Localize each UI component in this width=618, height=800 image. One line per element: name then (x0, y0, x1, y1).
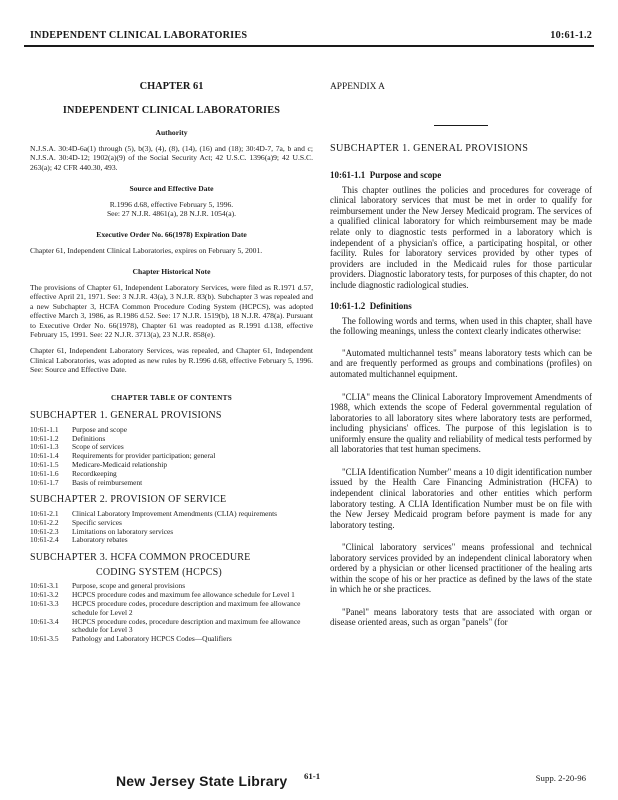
toc-item[interactable]: 10:61-3.4 HCPCS procedure codes, procedure description and maximum fee allowance schedule for Level 3 (30, 616, 301, 635)
right-column (330, 68, 592, 640)
appendix-label: APPENDIX A (330, 82, 385, 92)
source-heading: Source and Effective Date (129, 184, 214, 193)
toc-subchapter-2: SUBCHAPTER 2. PROVISION OF SERVICE (30, 494, 227, 506)
toc-item[interactable]: 10:61-2.3 Limitations on laboratory services (30, 526, 174, 536)
running-head-section: 10:61-1.2 (550, 30, 592, 41)
toc-item[interactable]: 10:61-1.6 Recordkeeping (30, 468, 117, 478)
chapter-number: CHAPTER 61 (139, 81, 204, 92)
toc-list-3 (30, 582, 313, 644)
history-heading: Chapter Historical Note (132, 267, 211, 277)
appendix-rule (434, 125, 488, 126)
definition-automated: "Automated multichannel tests" means laboratory tests which can be and are frequently performed as groups and combinations (profiles) on automated multichannel equipment. (330, 347, 592, 380)
toc-item[interactable]: 10:61-3.1 Purpose, scope and general provisions (30, 581, 186, 591)
toc-item[interactable]: 10:61-1.1 Purpose and scope (30, 424, 128, 434)
definition-clia-id: "CLIA Identification Number" means a 10 digit identification number issued by the Health Care Financing Administration (HCFA) to independent clinical laboratories and other entities which perform laboratory testing. A CLIA Identification Number must be on file with the New Jersey Medicaid program before payment is made for any laboratory testing. (330, 466, 592, 530)
toc-item[interactable]: 10:61-1.5 Medicare-Medicaid relationship (30, 460, 168, 470)
toc-item[interactable]: 10:61-2.2 Specific services (30, 517, 122, 527)
toc-item[interactable]: 10:61-2.1 Clinical Laboratory Improvement Amendments (CLIA) requirements (30, 509, 278, 519)
history-text-2: Chapter 61, Independent Laboratory Services, was repealed, and Chapter 61, Independent Clinical Laboratories, was adopted as new rules by R.1996 d.68, effective February 5, 1996. See: Source and Effective Date. (30, 346, 313, 375)
subchapter-heading: SUBCHAPTER 1. GENERAL PROVISIONS (330, 142, 529, 154)
definition-clia: "CLIA" means the Clinical Laboratory Improvement Amendments of 1988, which extends the scope of Federal governmental regulation of laboratories to all laboratory sites where laboratory tests are performed, including physicians' offices. The purpose of this legislation is to uniformly ensure the quality and reliability of medical tests performed by all laboratories that test human specimens. (330, 391, 592, 455)
page-number: 61-1 (304, 771, 321, 781)
library-stamp: New Jersey State Library (116, 773, 288, 789)
source-text-2: See: 27 N.J.R. 4861(a), 28 N.J.R. 1054(a). (106, 209, 237, 218)
source-text-1: R.1996 d.68, effective February 5, 1996. (109, 199, 234, 209)
running-head (24, 30, 592, 44)
toc-list-2 (30, 510, 313, 545)
chapter-title: INDEPENDENT CLINICAL LABORATORIES (62, 104, 281, 116)
toc-item[interactable]: 10:61-2.4 Laboratory rebates (30, 535, 128, 545)
toc-subchapter-1: SUBCHAPTER 1. GENERAL PROVISIONS (30, 410, 222, 422)
header-rule (24, 45, 594, 47)
toc-heading: CHAPTER TABLE OF CONTENTS (111, 393, 232, 402)
toc-item[interactable]: 10:61-3.2 HCPCS procedure codes and maximum fee allowance schedule for Level 1 (30, 590, 295, 600)
history-text-1: The provisions of Chapter 61, Independent Laboratory Services, were filed as R.1971 d.57, effective April 21, 1971. See: 3 N.J.R. 43(a), 3 N.J.R. 83(b). Subchapter 3 was repealed and a new Subchapter 3, HCFA Common Procedure Coding System (HCPCS), was adopted effective March 3, 1986, as R.1986 d.52. See: 17 N.J.R. 1519(b), 18 N.J.R. 478(a). Pursuant to Executive Order No. 66(1978), Chapter 61 was readopted as R.1991 d.138, effective February 15, 1991. See: 22 N.J.R. 3713(a), 23 N.J.R. 858(e). (30, 283, 313, 340)
definitions-intro: The following words and terms, when used in this chapter, shall have the following meanings, unless the context clearly indicates otherwise: (330, 315, 592, 337)
toc-subchapter-3-cont: CODING SYSTEM (HCPCS) (96, 566, 222, 578)
running-head-title: INDEPENDENT CLINICAL LABORATORIES (30, 30, 248, 41)
definition-panel: "Panel" means laboratory tests that are associated with organ or disease oriented areas, such as organ "panels" (for (330, 606, 592, 628)
exec-order-heading: Executive Order No. 66(1978) Expiration Date (96, 230, 247, 240)
toc-item[interactable]: 10:61-1.4 Requirements for provider participation; general (30, 451, 216, 461)
toc-subchapter-3: SUBCHAPTER 3. HCFA COMMON PROCEDURE (30, 552, 251, 564)
toc-item[interactable]: 10:61-1.3 Scope of services (30, 442, 124, 452)
section-heading-definitions: 10:61-1.2 Definitions (330, 301, 412, 312)
toc-list-1 (30, 426, 313, 488)
toc-item[interactable]: 10:61-3.3 HCPCS procedure codes, procedure description and maximum fee allowance schedule for Level 2 (30, 598, 301, 617)
section-heading-purpose: 10:61-1.1 Purpose and scope (330, 170, 442, 181)
authority-heading: Authority (155, 128, 188, 138)
left-column (30, 68, 313, 644)
toc-item[interactable]: 10:61-1.7 Basis of reimbursement (30, 477, 143, 487)
purpose-text: This chapter outlines the policies and procedures for coverage of clinical laboratory services that must be met in order to qualify for reimbursement under the New Jersey Medicaid program. The services of a qualified clinical laboratory for which reimbursement may be made relate only to diagnostic tests performed in a laboratory which is independent of a physician's office, a participating hospital, or other facility. Rules for laboratory services provided by other types of providers are included in the Medicaid rules for those particular providers. Diagnostic laboratory tests, for purposes of this chapter, do not include diagnostic radiological studies. (330, 184, 592, 290)
authority-text: N.J.S.A. 30:4D-6a(1) through (5), b(3), (4), (8), (14), (16) and (18); 30:4D-7, 7a, b and c; N.J.S.A. 30:4D-12; 1902(a)(9) of the Social Security Act; 42 U.S.C. 1396(a)9; 42 U.S.C. 263(a); 42 CFR 440.30, 493. (30, 143, 313, 172)
definition-clinical-services: "Clinical laboratory services" means professional and technical laboratory services provided by an independent clinical laboratory when ordered by a physician or other licensed practitioner of the healing arts within the scope of his or her practice as defined by the laws of the state in which he or she practices. (330, 542, 592, 595)
toc-item[interactable]: 10:61-1.2 Definitions (30, 433, 106, 443)
supplement-date: Supp. 2-20-96 (535, 773, 586, 783)
exec-order-text: Chapter 61, Independent Clinical Laboratories, expires on February 5, 2001. (30, 246, 263, 255)
toc-item[interactable]: 10:61-3.5 Pathology and Laboratory HCPCS Codes—Qualifiers (30, 634, 232, 644)
